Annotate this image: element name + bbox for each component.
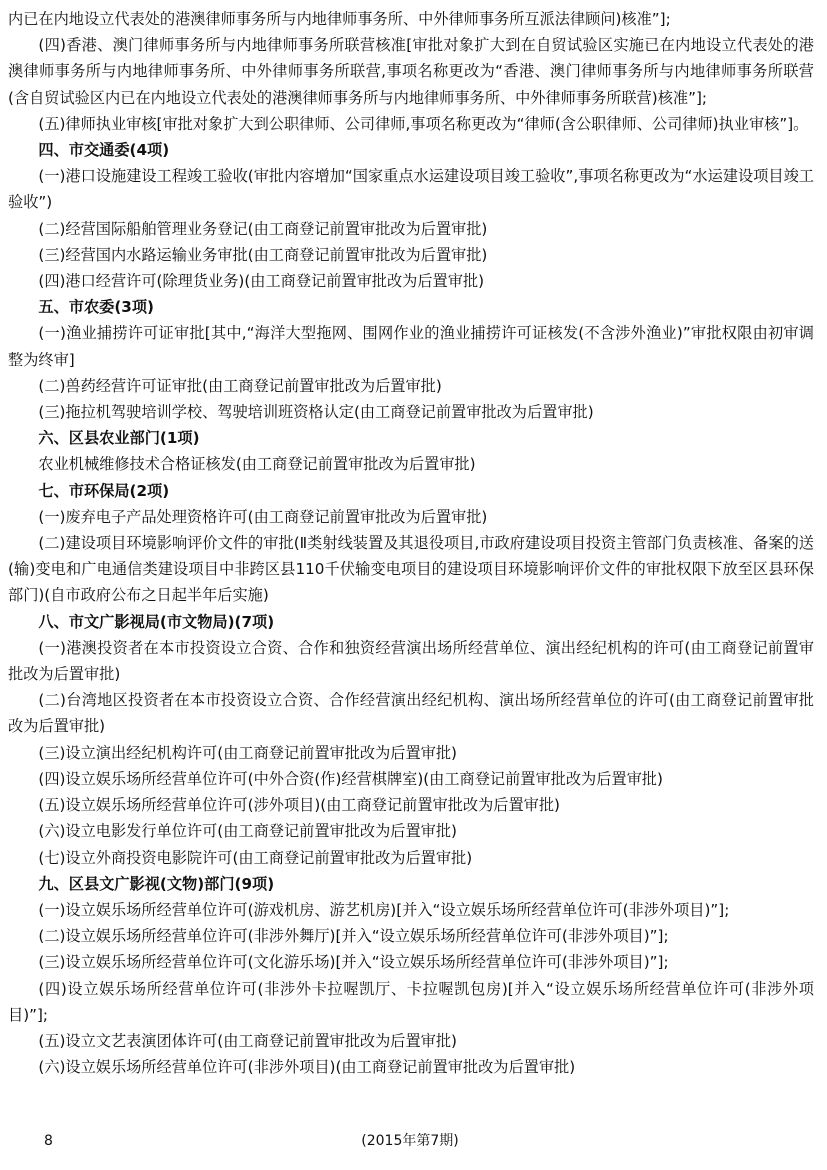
continuation-paragraph: 内已在内地设立代表处的港澳律师事务所与内地律师事务所、中外律师事务所互派法律顾问)核准”]; xyxy=(8,10,671,28)
list-item: (五)设立文艺表演团体许可(由工商登记前置审批改为后置审批) xyxy=(38,1031,457,1050)
list-item: (一)港澳投资者在本市投资设立合资、合作和独资经营演出场所经营单位、演出经纪机构的许可(由工商登记前置审批改为后置审批) xyxy=(8,638,814,684)
list-item: (一)渔业捕捞许可证审批[其中,“海洋大型拖网、围网作业的渔业捕捞许可证核发(不含涉外渔业)”审批权限由初审调整为终审] xyxy=(8,324,814,369)
list-item: (一)废弃电子产品处理资格许可(由工商登记前置审批改为后置审批) xyxy=(38,507,488,526)
list-item: (一)港口设施建设工程竣工验收(审批内容增加“国家重点水运建设项目竣工验收”,事项名称更改为“水运建设项目竣工验收”) xyxy=(8,167,814,212)
document-body xyxy=(8,6,814,1080)
list-item: (六)设立娱乐场所经营单位许可(非涉外项目)(由工商登记前置审批改为后置审批) xyxy=(38,1058,576,1077)
list-item: 农业机械维修技术合格证核发(由工商登记前置审批改为后置审批) xyxy=(38,455,476,474)
list-item: (七)设立外商投资电影院许可(由工商登记前置审批改为后置审批) xyxy=(38,848,473,867)
section-heading: 四、市交通委(4项) xyxy=(38,141,170,160)
list-item: (三)设立娱乐场所经营单位许可(文化游乐场)[并入“设立娱乐场所经营单位许可(非涉外项目)”]; xyxy=(38,953,669,972)
list-item: (四)设立娱乐场所经营单位许可(中外合资(作)经营棋牌室)(由工商登记前置审批改为后置审批) xyxy=(38,769,663,788)
section-heading: 六、区县农业部门(1项) xyxy=(38,429,200,448)
list-item: (二)建设项目环境影响评价文件的审批(Ⅱ类射线装置及其退役项目,市政府建设项目投资主管部门负责核准、备案的送(输)变电和广电通信类建设项目中非跨区县110千伏输变电项目的建设项目环境影响评价文件的审批权限下放至区县环保部门)(自市政府公布之日起半年后实施) xyxy=(8,534,814,605)
list-item: (二)经营国际船舶管理业务登记(由工商登记前置审批改为后置审批) xyxy=(38,219,488,238)
list-item: (五)设立娱乐场所经营单位许可(涉外项目)(由工商登记前置审批改为后置审批) xyxy=(38,796,560,815)
section-heading: 八、市文广影视局(市文物局)(7项) xyxy=(38,612,275,631)
list-item: (六)设立电影发行单位许可(由工商登记前置审批改为后置审批) xyxy=(38,822,457,841)
list-item: (四)港口经营许可(除理货业务)(由工商登记前置审批改为后置审批) xyxy=(38,272,485,291)
list-item: (一)设立娱乐场所经营单位许可(游戏机房、游艺机房)[并入“设立娱乐场所经营单位许可(非涉外项目)”]; xyxy=(38,900,730,919)
list-item: (五)律师执业审核[审批对象扩大到公职律师、公司律师,事项名称更改为“律师(含公职律师、公司律师)执业审核”]。 xyxy=(38,114,809,133)
list-item: (四)设立娱乐场所经营单位许可(非涉外卡拉喔凯厅、卡拉喔凯包房)[并入“设立娱乐场所经营单位许可(非涉外项目)”]; xyxy=(8,979,814,1024)
page-number: 8 xyxy=(44,1133,53,1149)
list-item: (二)台湾地区投资者在本市投资设立合资、合作经营演出经纪机构、演出场所经营单位的许可(由工商登记前置审批改为后置审批) xyxy=(8,691,814,736)
section-heading: 五、市农委(3项) xyxy=(38,298,154,317)
list-item: (三)经营国内水路运输业务审批(由工商登记前置审批改为后置审批) xyxy=(38,245,488,264)
section-heading: 九、区县文广影视(文物)部门(9项) xyxy=(38,874,275,893)
list-item: (四)香港、澳门律师事务所与内地律师事务所联营核准[审批对象扩大到在自贸试验区实施已在内地设立代表处的港澳律师事务所与内地律师事务所、中外律师事务所联营,事项名称更改为“香港、澳门律师事务所与内地律师事务所联营(含自贸试验区内已在内地设立代表处的港澳律师事务所与内地律师事务所、中外律师事务所联营)核准”]; xyxy=(8,36,814,107)
list-item: (二)设立娱乐场所经营单位许可(非涉外舞厅)[并入“设立娱乐场所经营单位许可(非涉外项目)”]; xyxy=(38,927,669,946)
section-heading: 七、市环保局(2项) xyxy=(38,481,170,500)
list-item: (二)兽药经营许可证审批(由工商登记前置审批改为后置审批) xyxy=(38,376,442,395)
list-item: (三)设立演出经纪机构许可(由工商登记前置审批改为后置审批) xyxy=(38,743,457,762)
list-item: (三)拖拉机驾驶培训学校、驾驶培训班资格认定(由工商登记前置审批改为后置审批) xyxy=(38,403,594,422)
issue-label: (2015年第7期) xyxy=(361,1133,459,1149)
